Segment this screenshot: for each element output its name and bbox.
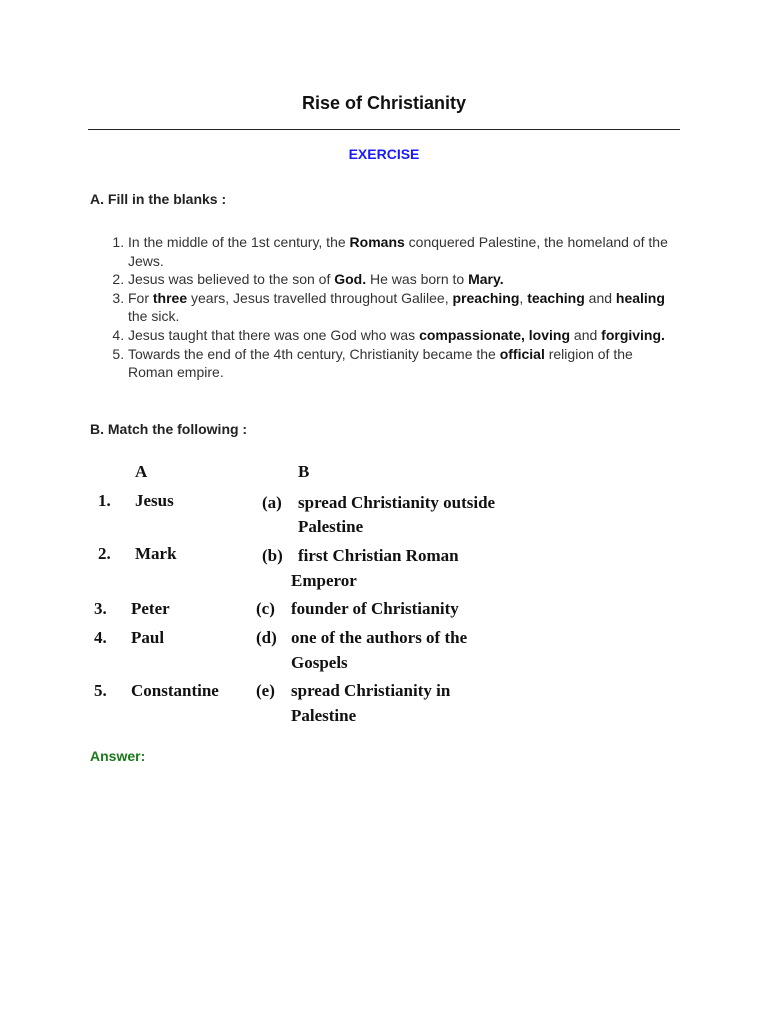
- match-letter: (b): [262, 546, 283, 565]
- answer-label: Answer:: [90, 748, 146, 764]
- match-item-b-cont: Palestine: [291, 706, 357, 725]
- match-item-b: first Christian Roman: [298, 546, 459, 565]
- list-item: 1. In the middle of the 1st century, the Romans conquered Palestine, the homeland of the Jews.: [128, 233, 680, 270]
- match-letter: (e): [256, 681, 275, 700]
- match-table-image: [90, 458, 530, 728]
- match-item-a: Jesus: [135, 491, 174, 510]
- match-item-b: spread Christianity outside: [298, 493, 496, 512]
- list-item: 3. For three years, Jesus travelled throughout Galilee, preaching, teaching and healing the sick.: [128, 289, 680, 326]
- match-item-b-cont: Palestine: [298, 517, 364, 536]
- match-letter: (c): [256, 599, 275, 618]
- match-item-a: Paul: [131, 628, 165, 647]
- list-item: 5. Towards the end of the 4th century, Christianity became the official religion of the Roman empire.: [128, 345, 680, 382]
- match-number: 1.: [98, 491, 111, 510]
- match-number: 3.: [94, 599, 107, 618]
- match-number: 4.: [94, 628, 107, 647]
- fill-in-blanks-list: [90, 233, 680, 382]
- list-item: 2. Jesus was believed to the son of God. He was born to Mary.: [128, 270, 680, 289]
- list-item: 4. Jesus taught that there was one God who was compassionate, loving and forgiving.: [128, 326, 680, 345]
- match-item-a: Constantine: [131, 681, 219, 700]
- match-letter: (d): [256, 628, 277, 647]
- match-item-a: Peter: [131, 599, 170, 618]
- match-number: 2.: [98, 544, 111, 563]
- match-item-b: founder of Christianity: [291, 599, 459, 618]
- column-a-header: A: [135, 462, 148, 481]
- title-divider: [88, 129, 680, 130]
- match-item-b: one of the authors of the: [291, 628, 468, 647]
- match-letter: (a): [262, 493, 282, 512]
- page-title: Rise of Christianity: [301, 93, 467, 113]
- match-item-b-cont: Gospels: [291, 653, 348, 672]
- section-a-heading: A. Fill in the blanks :: [90, 191, 227, 207]
- column-b-header: B: [298, 462, 310, 481]
- match-item-a: Mark: [135, 544, 177, 563]
- section-b-heading: B. Match the following :: [90, 421, 248, 437]
- match-number: 5.: [94, 681, 107, 700]
- exercise-heading: EXERCISE: [348, 146, 420, 162]
- match-item-b-cont: Emperor: [291, 571, 357, 590]
- match-item-b: spread Christianity in: [291, 681, 451, 700]
